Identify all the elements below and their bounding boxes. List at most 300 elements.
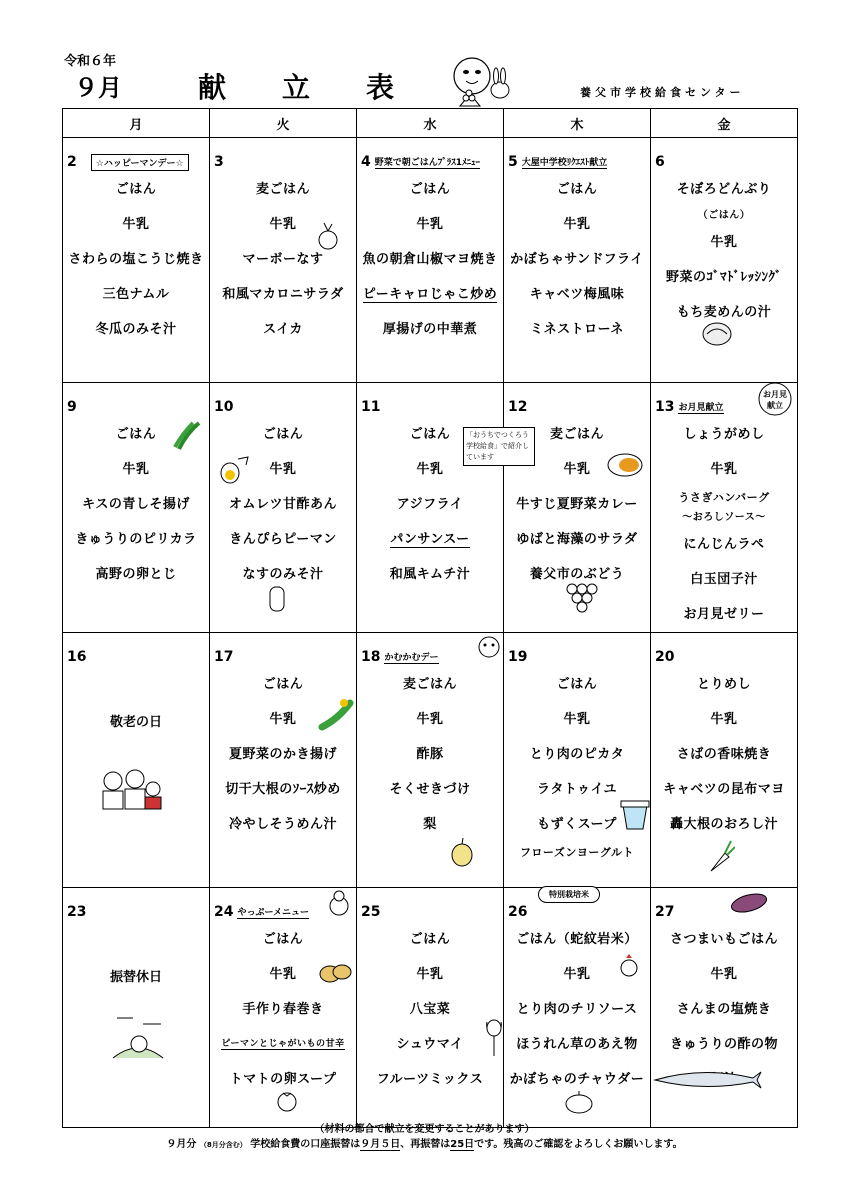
day-number: 18 — [361, 649, 381, 665]
menu-item-text: 冬瓜のみそ汁 — [95, 322, 177, 337]
menu-item-text: 牛乳 — [416, 217, 444, 232]
menu-item-text: 牛乳 — [269, 712, 297, 727]
menu-item-text: とり肉のピカタ — [529, 747, 625, 762]
menu-item-text: 和風マカロニサラダ — [222, 287, 344, 302]
week-row — [63, 138, 798, 383]
day-cell — [651, 383, 798, 633]
potato-icon — [318, 960, 352, 990]
menu-item-text: マーボーなす — [242, 252, 324, 267]
menu-item — [357, 207, 503, 242]
menu-item-text: シュウマイ — [396, 1037, 464, 1052]
day-header — [63, 138, 209, 172]
theme-badge: かむかむデー — [384, 650, 438, 664]
day-number: 27 — [655, 904, 675, 920]
menu-item — [63, 277, 209, 312]
menu-item — [504, 702, 650, 737]
menu-item-text: 白玉団子汁 — [690, 572, 758, 587]
menu-item-text: 厚揚げの中華煮 — [382, 322, 478, 337]
weekday-tue: 火 — [210, 109, 357, 138]
menu-item-text: さわらの塩こうじ焼き — [68, 252, 204, 267]
day-number: 13 — [655, 399, 675, 415]
saury-icon — [653, 1064, 763, 1098]
menu-item — [210, 737, 356, 772]
week-row — [63, 383, 798, 633]
menu-item-text: しょうがめし — [683, 427, 765, 442]
menu-item-text: ごはん — [409, 182, 451, 197]
egg-icon — [218, 451, 252, 489]
day-number: 23 — [67, 904, 87, 920]
menu-item — [210, 277, 356, 312]
menu-item-text: ゆばと海藻のサラダ — [516, 532, 638, 547]
day-cell-content — [210, 888, 356, 1127]
menu-item-text: 高野の卵とじ — [95, 567, 177, 582]
menu-item — [63, 312, 209, 347]
menu-item-text: そぼろどんぶり — [676, 182, 772, 197]
day-cell-content — [63, 633, 209, 887]
menu-item-text: とりめし — [696, 677, 751, 692]
day-header — [210, 138, 356, 172]
day-cell-content — [504, 888, 650, 1127]
billing-text: 学校給食費の口座振替は — [250, 1139, 361, 1150]
month-label: ９月 — [74, 74, 122, 102]
menu-item — [504, 242, 650, 277]
day-cell — [504, 888, 651, 1128]
menu-item-text: うさぎハンバーグ — [678, 491, 770, 504]
day-cell-content — [63, 138, 209, 382]
menu-item-text: 切干大根のｿｰｽ炒め — [225, 782, 341, 797]
day-cell-content — [504, 383, 650, 632]
day-cell — [63, 138, 210, 383]
mascot-face-icon — [475, 635, 503, 663]
menu-item-text: さんまの塩焼き — [676, 1002, 772, 1017]
menu-item — [63, 557, 209, 592]
moon-mascot-icon — [440, 54, 520, 110]
menu-item-text: ごはん — [556, 182, 598, 197]
day-number: 11 — [361, 399, 381, 415]
day-number: 9 — [67, 399, 77, 415]
billing-date-1: ９月５日 — [360, 1139, 401, 1150]
day-header — [210, 383, 356, 417]
menu-item-text: 牛乳 — [269, 462, 297, 477]
menu-list — [357, 922, 503, 1097]
menu-item — [357, 807, 503, 842]
menu-item-text: もち麦めんの汁 — [676, 305, 772, 320]
menu-item — [357, 1062, 503, 1097]
menu-item-text: ピーマンとじゃがいもの甘辛 — [221, 1039, 345, 1049]
menu-item — [357, 277, 503, 312]
day-cell — [210, 888, 357, 1128]
menu-item — [504, 667, 650, 702]
day-header — [504, 138, 650, 172]
menu-item-text: ごはん — [115, 182, 157, 197]
menu-item-text: オムレツ甘酢あん — [228, 497, 337, 512]
menu-item-text: ～おろしソース～ — [682, 512, 766, 523]
cucumber-icon — [318, 697, 354, 735]
menu-item — [504, 312, 650, 347]
day-cell-content — [357, 633, 503, 887]
menu-item-text: 夏野菜のかき揚げ — [228, 747, 337, 762]
menu-item-text: 麦ごはん — [549, 427, 604, 442]
menu-item-text: パンサンスー — [390, 532, 470, 547]
menu-item — [210, 1027, 356, 1062]
menu-item — [651, 260, 797, 295]
green-beans-icon — [173, 419, 203, 457]
menu-item-text: ミネストローネ — [530, 322, 624, 337]
menu-item-text: 牛乳 — [416, 462, 444, 477]
menu-item — [651, 957, 797, 992]
day-cell — [504, 138, 651, 383]
pear-icon — [449, 837, 475, 871]
moon-viewing-icon — [755, 381, 795, 421]
menu-item-text: スイカ — [263, 322, 303, 337]
menu-item-text: 牛乳 — [269, 217, 297, 232]
menu-item — [504, 487, 650, 522]
day-cell-content — [504, 138, 650, 382]
mascot-icon — [328, 890, 350, 920]
menu-item — [63, 522, 209, 557]
day-cell — [651, 633, 798, 888]
menu-item — [651, 702, 797, 737]
page-title: 献立表 — [198, 71, 451, 104]
menu-item-text: ごはん — [115, 427, 157, 442]
menu-item — [357, 172, 503, 207]
day-header — [357, 383, 503, 417]
menu-item-text: もずくスープ — [537, 817, 617, 832]
menu-item-text: さつまいもごはん — [669, 932, 778, 947]
menu-item-text: 牛乳 — [710, 462, 738, 477]
theme-badge: 大屋中学校ﾘｸｴｽﾄ献立 — [522, 155, 608, 169]
billing-included: （8月分含む） — [199, 1141, 247, 1149]
menu-item — [651, 207, 797, 225]
menu-item-text: 麦ごはん — [255, 182, 310, 197]
day-cell — [210, 138, 357, 383]
menu-item — [357, 557, 503, 592]
day-header — [63, 633, 209, 667]
menu-item — [651, 737, 797, 772]
menu-item-text: （ごはん） — [697, 210, 751, 221]
day-header — [357, 888, 503, 922]
menu-item — [651, 807, 797, 842]
menu-item-text: ピーキャロじゃこ炒め — [362, 287, 498, 302]
menu-item — [504, 522, 650, 557]
billing-notice — [0, 1135, 849, 1150]
grapes-icon — [562, 579, 600, 619]
menu-item-text: ごはん — [262, 932, 304, 947]
menu-item — [651, 527, 797, 562]
theme-badge: やっぷーメニュー — [237, 905, 309, 919]
week-row — [63, 633, 798, 888]
menu-item — [210, 172, 356, 207]
menu-item-text: なすのみそ汁 — [242, 567, 324, 582]
menu-item-text: 牛乳 — [269, 967, 297, 982]
day-number: 10 — [214, 399, 234, 415]
menu-item — [63, 242, 209, 277]
curry-icon — [606, 451, 644, 483]
menu-list — [210, 922, 356, 1097]
menu-item — [651, 922, 797, 957]
menu-item-text: 牛すじ夏野菜カレー — [516, 497, 638, 512]
menu-item-text: 牛乳 — [563, 967, 591, 982]
menu-item — [651, 417, 797, 452]
day-cell-content — [357, 138, 503, 382]
day-header — [63, 888, 209, 922]
era-label: 令和６年 — [64, 54, 117, 69]
day-number: 25 — [361, 904, 381, 920]
menu-item-text: キャベツ梅風味 — [529, 287, 625, 302]
day-cell — [63, 383, 210, 633]
day-cell-content — [210, 633, 356, 887]
menu-item-text: 養父市のぶどう — [529, 567, 625, 582]
menu-item-text: きんぴらピーマン — [229, 532, 337, 547]
day-cell — [504, 633, 651, 888]
menu-item-text: きゅうりの酢の物 — [669, 1037, 778, 1052]
svg-text:お月見: お月見 — [763, 390, 787, 399]
day-cell — [651, 138, 798, 383]
day-number: 6 — [655, 154, 665, 170]
menu-item — [651, 562, 797, 597]
day-header — [651, 888, 797, 922]
theme-badge: ☆ハッピーマンデー☆ — [91, 154, 189, 171]
menu-item-text: 牛乳 — [710, 712, 738, 727]
rabbit-icon — [491, 68, 509, 98]
day-header — [504, 383, 650, 417]
menu-item-text: 牛乳 — [122, 217, 150, 232]
menu-item-text: ごはん — [262, 427, 304, 442]
menu-item-text: 和風キムチ汁 — [389, 567, 471, 582]
menu-item — [651, 225, 797, 260]
menu-list — [504, 922, 650, 1097]
day-cell-content — [504, 633, 650, 887]
menu-item — [210, 487, 356, 522]
menu-item-text: 牛乳 — [710, 235, 738, 250]
weekday-thu: 木 — [504, 109, 651, 138]
sweet-potato-icon — [729, 890, 769, 920]
menu-item-text: お月見ゼリー — [683, 607, 765, 622]
day-cell-content — [651, 383, 797, 632]
menu-item-text: 梨 — [423, 817, 437, 832]
day-cell — [210, 633, 357, 888]
menu-item-text: ラタトゥイユ — [536, 782, 618, 797]
menu-item — [651, 597, 797, 632]
menu-list — [210, 172, 356, 347]
change-notice: （材料の都合で献立を変更することがあります） — [314, 1124, 535, 1135]
menu-item-text: キャベツの昆布マヨ — [663, 782, 785, 797]
yogurt-cup-icon — [620, 797, 650, 835]
menu-item-text: アジフライ — [396, 497, 464, 512]
turnip-icon — [314, 222, 344, 256]
menu-list — [357, 667, 503, 842]
menu-list — [357, 172, 503, 347]
menu-item — [63, 452, 209, 487]
day-number: 5 — [508, 154, 518, 170]
weekday-mon: 月 — [63, 109, 210, 138]
menu-item-text: そくせきづけ — [389, 782, 471, 797]
menu-item — [63, 487, 209, 522]
day-number: 19 — [508, 649, 528, 665]
recipe-callout: 「おうちでつくろう学校給食」で紹介しています — [463, 427, 535, 466]
spinach-icon — [483, 1018, 505, 1062]
menu-item — [357, 737, 503, 772]
menu-list — [504, 172, 650, 347]
chicken-icon — [618, 954, 640, 984]
day-number: 20 — [655, 649, 675, 665]
menu-item — [357, 772, 503, 807]
menu-item — [651, 452, 797, 487]
menu-item — [357, 242, 503, 277]
billing-month: ９月分 — [166, 1139, 197, 1150]
tomato-icon — [274, 1088, 300, 1116]
day-cell-content — [63, 383, 209, 632]
menu-item-text: 牛乳 — [416, 967, 444, 982]
menu-item-text: 冷やしそうめん汁 — [228, 817, 337, 832]
menu-item — [357, 1027, 503, 1062]
menu-item — [651, 487, 797, 509]
menu-item-text: ほうれん草のあえ物 — [516, 1037, 638, 1052]
pumpkin-icon — [564, 1090, 594, 1118]
menu-item-text: きゅうりのピリカラ — [75, 532, 197, 547]
day-number: 17 — [214, 649, 234, 665]
menu-list — [63, 172, 209, 347]
day-header — [651, 633, 797, 667]
menu-item — [651, 1027, 797, 1062]
day-cell — [357, 138, 504, 383]
menu-item-text: にんじんラペ — [683, 537, 765, 552]
day-cell-content — [651, 138, 797, 382]
menu-item-text: 酢豚 — [416, 747, 444, 762]
billing-text-3: です。残高のご確認をよろしくお願いします。 — [474, 1139, 683, 1150]
day-cell-content — [651, 633, 797, 887]
menu-item — [504, 737, 650, 772]
menu-list — [651, 667, 797, 842]
menu-item — [63, 172, 209, 207]
menu-item — [357, 922, 503, 957]
menu-item — [504, 842, 650, 864]
menu-item — [357, 667, 503, 702]
day-cell — [504, 383, 651, 633]
theme-badge: 野菜で朝ごはんﾌﾟﾗｽ1ﾒﾆｭｰ — [375, 155, 480, 169]
day-number: 24 — [214, 904, 234, 920]
eggplant-icon — [266, 583, 288, 617]
day-cell-content — [210, 383, 356, 632]
day-header — [210, 633, 356, 667]
day-number: 12 — [508, 399, 528, 415]
menu-item-text: さばの香味焼き — [676, 747, 772, 762]
svg-text:献立: 献立 — [767, 401, 783, 410]
menu-table — [62, 108, 798, 1128]
menu-item-text: 牛乳 — [563, 217, 591, 232]
menu-item-text: 牛乳 — [710, 967, 738, 982]
menu-item — [651, 772, 797, 807]
menu-item-text: 牛乳 — [122, 462, 150, 477]
day-cell-content — [210, 138, 356, 382]
menu-item — [357, 487, 503, 522]
menu-item-text: ごはん — [409, 427, 451, 442]
menu-item — [651, 509, 797, 527]
menu-item-text: 牛乳 — [563, 712, 591, 727]
menu-item-text: 手作り春巻き — [242, 1002, 324, 1017]
menu-item-text: 麦ごはん — [402, 677, 457, 692]
menu-item-text: キスの青しそ揚げ — [82, 497, 190, 512]
menu-list — [651, 172, 797, 330]
weekday-wed: 水 — [357, 109, 504, 138]
holiday-label: 敬老の日 — [109, 715, 162, 730]
day-header — [651, 138, 797, 172]
menu-item — [357, 312, 503, 347]
menu-item — [504, 417, 650, 452]
day-cell-content — [357, 888, 503, 1127]
day-cell-content — [63, 888, 209, 1127]
menu-item — [210, 312, 356, 347]
menu-item-text: 野菜のｺﾞﾏﾄﾞﾚｯｼﾝｸﾞ — [665, 270, 782, 285]
day-number: 26 — [508, 904, 528, 920]
menu-item — [504, 207, 650, 242]
elderly-family-icon — [99, 767, 165, 815]
menu-item-text: ごはん（蛇紋岩米） — [516, 932, 638, 947]
menu-item-text: トマトの卵スープ — [229, 1072, 337, 1087]
menu-list — [504, 417, 650, 592]
day-cell — [357, 888, 504, 1128]
menu-item — [504, 992, 650, 1027]
day-number: 3 — [214, 154, 224, 170]
menu-item-text: 三色ナムル — [102, 287, 170, 302]
menu-list — [210, 417, 356, 592]
menu-item — [357, 992, 503, 1027]
day-cell — [63, 633, 210, 888]
day-number: 4 — [361, 154, 371, 170]
menu-item-text: ごはん — [409, 932, 451, 947]
menu-item-text: とり肉のチリソース — [516, 1002, 638, 1017]
day-header — [63, 383, 209, 417]
menu-item-text: 魚の朝倉山椒マヨ焼き — [362, 252, 498, 267]
special-rice-bubble: 特別栽培米 — [538, 886, 600, 903]
day-cell — [210, 383, 357, 633]
menu-item — [210, 772, 356, 807]
menu-item — [357, 957, 503, 992]
billing-date-2: 25日 — [450, 1139, 475, 1150]
menu-item-text: かぼちゃサンドフライ — [510, 252, 644, 267]
menu-item-text: かぼちゃのチャウダー — [509, 1072, 645, 1087]
weekday-fri: 金 — [651, 109, 798, 138]
dragonfly-scene-icon — [103, 1008, 173, 1068]
menu-list — [210, 667, 356, 842]
holiday-label: 振替休日 — [109, 970, 162, 985]
day-cell — [63, 888, 210, 1128]
menu-item — [504, 922, 650, 957]
day-number: 16 — [67, 649, 87, 665]
menu-item — [357, 702, 503, 737]
menu-item — [504, 1027, 650, 1062]
weekday-header-row — [63, 109, 798, 138]
menu-item-text: 八宝菜 — [409, 1002, 451, 1017]
menu-list — [651, 417, 797, 632]
day-cell — [651, 888, 798, 1128]
day-cell — [357, 633, 504, 888]
menu-item — [651, 992, 797, 1027]
menu-item-text: 牛乳 — [563, 462, 591, 477]
day-header — [504, 633, 650, 667]
menu-item-text: ごはん — [262, 677, 304, 692]
menu-item — [357, 522, 503, 557]
menu-item — [210, 922, 356, 957]
menu-item — [651, 172, 797, 207]
billing-text-2: 、再振替は — [400, 1139, 451, 1150]
menu-item — [651, 667, 797, 702]
menu-item-text: フルーツミックス — [376, 1072, 484, 1087]
daikon-icon — [705, 839, 735, 877]
menu-item — [210, 992, 356, 1027]
menu-item — [504, 172, 650, 207]
day-number: 2 — [67, 154, 77, 170]
